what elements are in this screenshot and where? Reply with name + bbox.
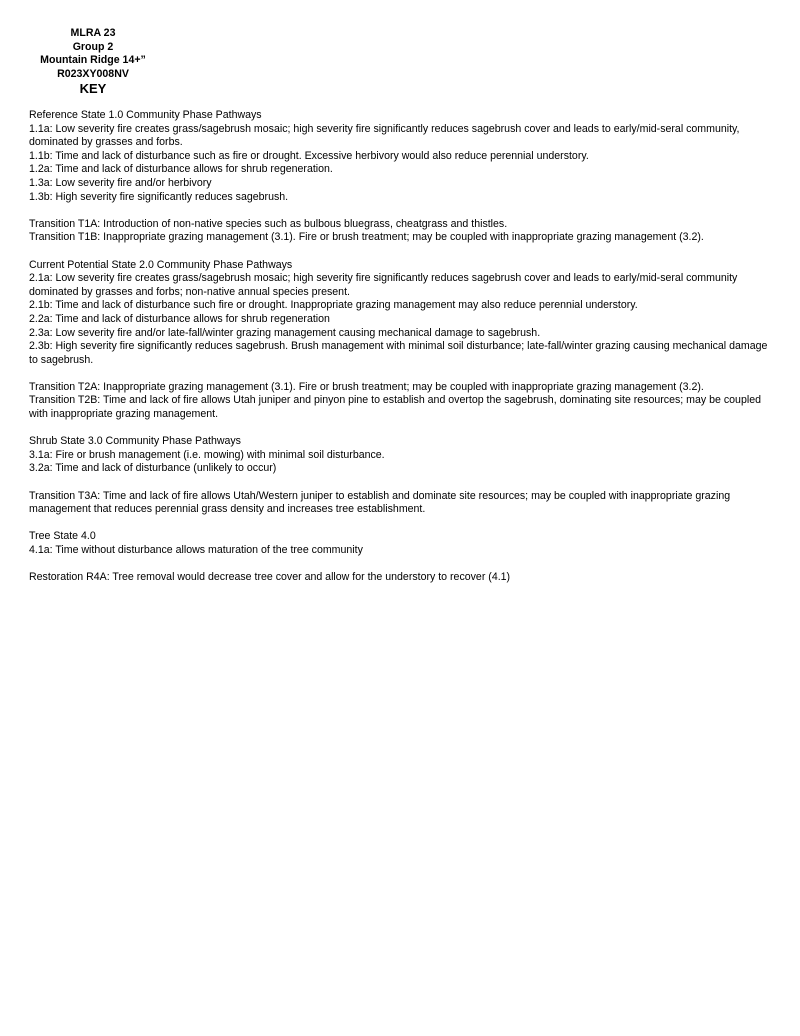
- section-line: 4.1a: Time without disturbance allows maturation of the tree community: [29, 544, 363, 556]
- section-line-first: Reference State 1.0 Community Phase Pathways: [29, 109, 262, 121]
- key-content: [29, 109, 773, 598]
- section-line-first: Transition T2A: Inappropriate grazing management (3.1). Fire or brush treatment; may be coupled with inappropriate grazing management (3.2).: [29, 380, 704, 393]
- key-section: [29, 381, 773, 422]
- section-line: 2.3b: High severity fire significantly reduces sagebrush. Brush management with minimal soil disturbance; late-fall/winter grazing causing mechanical damage to sagebrush.: [29, 340, 768, 366]
- section-line-first: Restoration R4A: Tree removal would decrease tree cover and allow for the understory to recover (4.1): [29, 571, 511, 584]
- section-line-first: Shrub State 3.0 Community Phase Pathways: [29, 435, 241, 448]
- section-line: 1.1a: Low severity fire creates grass/sagebrush mosaic; high severity fire significantly reduces sagebrush cover and leads to early/mid-seral community, dominated by grasses and forbs.: [29, 122, 740, 149]
- section-line-first: Transition T1A: Introduction of non-native species such as bulbous bluegrass, cheatgrass and thistles.: [29, 217, 508, 230]
- key-section: [29, 571, 773, 585]
- section-line-first: Tree State 4.0: [29, 530, 96, 543]
- section-line: 3.1a: Fire or brush management (i.e. mowing) with minimal soil disturbance.: [29, 448, 385, 461]
- section-line-first: Current Potential State 2.0 Community Phase Pathways: [29, 258, 293, 271]
- header-site-id: R023XY008NV: [57, 67, 129, 80]
- document-header: [26, 27, 160, 96]
- header-mlra: MLRA 23: [70, 27, 116, 39]
- section-line: Transition T1B: Inappropriate grazing management (3.1). Fire or brush treatment; may be coupled with inappropriate grazing management (3.2).: [29, 231, 704, 244]
- section-line: 1.3a: Low severity fire and/or herbivory: [29, 176, 212, 189]
- section-line: 3.2a: Time and lack of disturbance (unlikely to occur): [29, 462, 277, 475]
- key-section: [29, 490, 773, 517]
- section-line: 1.3b: High severity fire significantly reduces sagebrush.: [29, 190, 289, 203]
- header-key-title: KEY: [79, 81, 107, 97]
- key-section: [29, 109, 773, 204]
- key-section: [29, 259, 773, 368]
- section-line: Transition T2B: Time and lack of fire allows Utah juniper and pinyon pine to establish and overtop the sagebrush, dominating site resources; may be coupled with inappropriate grazing management.: [29, 394, 761, 421]
- section-line: 2.2a: Time and lack of disturbance allows for shrub regeneration: [29, 312, 330, 325]
- section-line: 1.2a: Time and lack of disturbance allows for shrub regeneration.: [29, 163, 333, 176]
- section-line: 1.1b: Time and lack of disturbance such as fire or drought. Excessive herbivory would also reduce perennial understory.: [29, 149, 589, 162]
- key-section: [29, 530, 773, 557]
- section-line: 2.1a: Low severity fire creates grass/sagebrush mosaic; high severity fire significantly reduces sagebrush cover and leads to early/mid-seral community dominated by grasses and forbs; non-native annual species present.: [29, 272, 738, 298]
- header-group: Group 2: [72, 40, 114, 53]
- key-section: [29, 435, 773, 476]
- key-section: [29, 218, 773, 245]
- header-site-name: Mountain Ridge 14+”: [40, 54, 146, 67]
- section-line: 2.3a: Low severity fire and/or late-fall/winter grazing management causing mechanical damage to sagebrush.: [29, 326, 541, 339]
- section-line: 2.1b: Time and lack of disturbance such fire or drought. Inappropriate grazing management may also reduce perennial understory.: [29, 299, 638, 312]
- section-line-first: Transition T3A: Time and lack of fire allows Utah/Western juniper to establish and dominate site resources; may be coupled with inappropriate grazing management that reduces perennial grass density and increases tree establishment.: [29, 489, 731, 516]
